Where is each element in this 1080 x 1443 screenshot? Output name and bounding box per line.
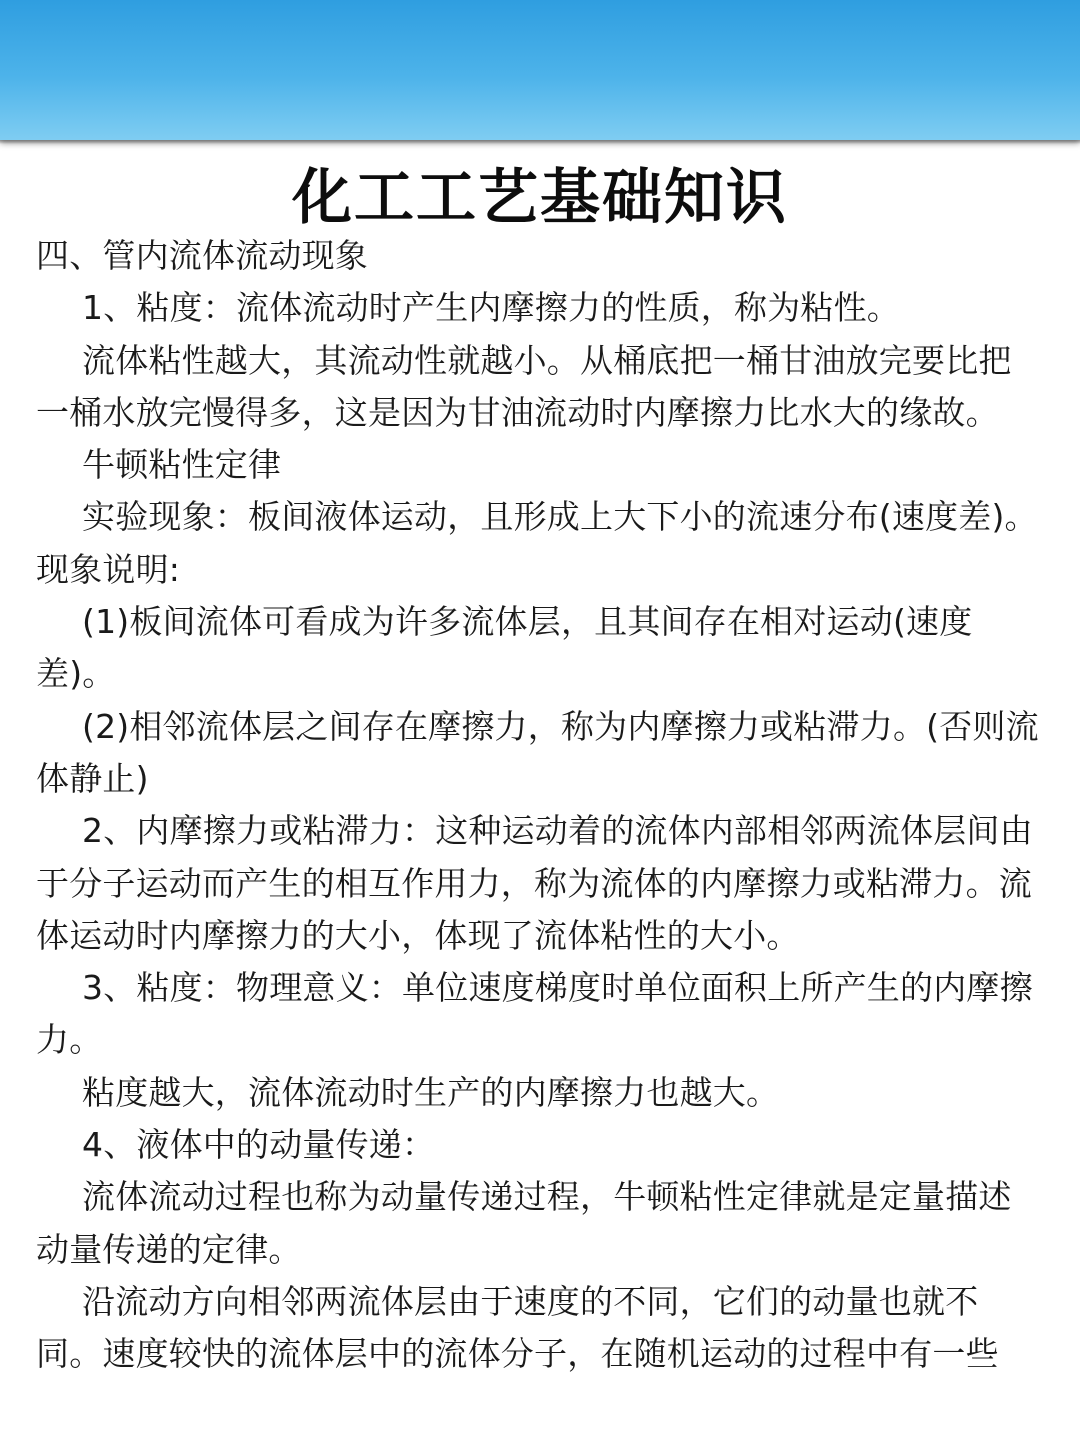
section-heading: 四、管内流体流动现象: [36, 236, 368, 275]
paragraph-viscosity-effect: 粘度越大，流体流动时生产的内摩擦力也越大。: [82, 1072, 780, 1112]
paragraph-viscosity-example: 流体粘性越大，其流动性就越小。从桶底把一桶甘油放完要比把一桶水放完慢得多，这是因为甘油流动时内摩擦力比水大的缘故。: [36, 340, 1012, 432]
paragraph-explanation-2: (2)相邻流体层之间存在摩擦力，称为内摩擦力或粘滞力。(否则流体静止): [36, 706, 1039, 798]
page-title: 化工工艺基础知识: [292, 163, 788, 233]
top-banner: [0, 0, 1080, 140]
paragraph-momentum-transfer: 流体流动过程也称为动量传递过程，牛顿粘性定律就是定量描述动量传递的定律。: [36, 1177, 1012, 1269]
paragraph-newton-law-heading: 牛顿粘性定律: [82, 445, 282, 485]
paragraph-momentum-heading: 4、液体中的动量传递：: [82, 1125, 436, 1165]
paragraph-experiment: 实验现象：板间液体运动，且形成上大下小的流速分布(速度差)。现象说明:: [36, 497, 1038, 589]
paragraph-internal-friction: 2、内摩擦力或粘滞力：这种运动着的流体内部相邻两流体层间由于分子运动而产生的相互作用力，称为流体的内摩擦力或粘滞力。流体运动时内摩擦力的大小，体现了流体粘性的大小。: [36, 811, 1033, 955]
article-body: [0, 230, 1080, 1381]
paragraph-explanation-1: (1)板间流体可看成为许多流体层，且其间存在相对运动(速度差)。: [36, 602, 973, 694]
paragraph-momentum-layers: 沿流动方向相邻两流体层由于速度的不同，它们的动量也就不同。速度较快的流体层中的流体分子，在随机运动的过程中有一些: [36, 1281, 999, 1374]
paragraph-viscosity-definition: 1、粘度：流体流动时产生内摩擦力的性质，称为粘性。: [82, 288, 900, 328]
paragraph-viscosity-meaning: 3、粘度：物理意义：单位速度梯度时单位面积上所产生的内摩擦力。: [36, 968, 1033, 1060]
